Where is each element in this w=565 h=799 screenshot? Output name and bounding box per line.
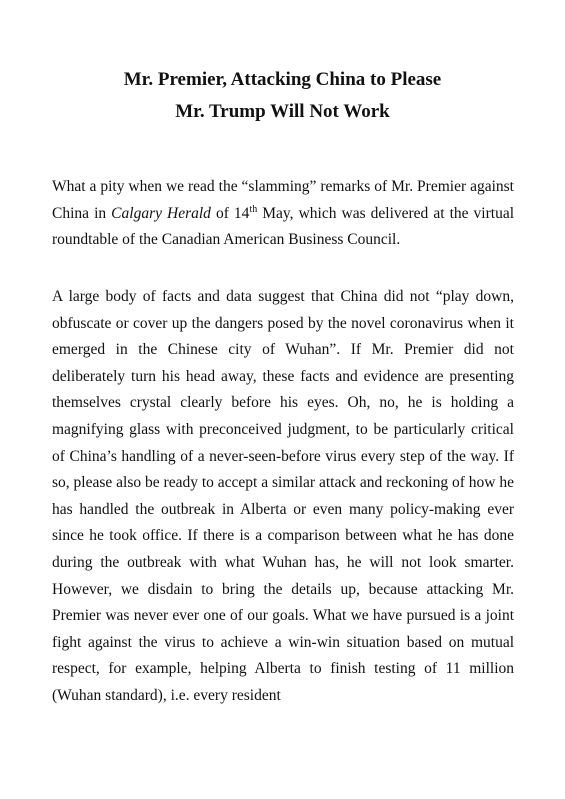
- paragraph-2: A large body of facts and data suggest that China did not “play down, obfuscate or cover up the dangers posed by the novel coronavirus when it emerged in the Chinese city of Wuhan”. If Mr. Premier did not deliberately turn his head away, these facts and evidence are presenting themselves crystal clearly before his eyes. Oh, no, he is holding a magnifying glass with preconceived judgment, to be particularly critical of China’s handling of a never-seen-before virus every step of the way. If so, please also be ready to accept a similar attack and reckoning of how he has handled the outbreak in Alberta or even many policy-making ever since he took office. If there is a comparison between what he has done during the outbreak with what Wuhan has, he will not look smarter. However, we disdain to bring the details up, because attacking Mr. Premier was never ever one of our goals. What we have pursued is a joint fight against the virus to achieve a win-win situation based on mutual respect, for example, helping Alberta to finish testing of 11 million (Wuhan standard), i.e. every resident: [52, 288, 514, 704]
- paragraph-1: [52, 174, 514, 254]
- page-title: [40, 64, 525, 128]
- newspaper-name: Calgary Herald: [111, 204, 211, 222]
- paragraph-1-text-of: of 14: [210, 204, 250, 222]
- paragraph-1-text-start: What a pity when we read the “slamming” remarks of Mr. Premier against China in: [52, 178, 514, 222]
- paragraph-1-text-end: May, which was delivered at the virtual roundtable of the Canadian American Business Council.: [52, 204, 515, 249]
- ordinal-suffix: th: [249, 203, 258, 215]
- title-line-2: Mr. Trump Will Not Work: [175, 101, 390, 122]
- title-line-1: Mr. Premier, Attacking China to Please: [123, 69, 442, 90]
